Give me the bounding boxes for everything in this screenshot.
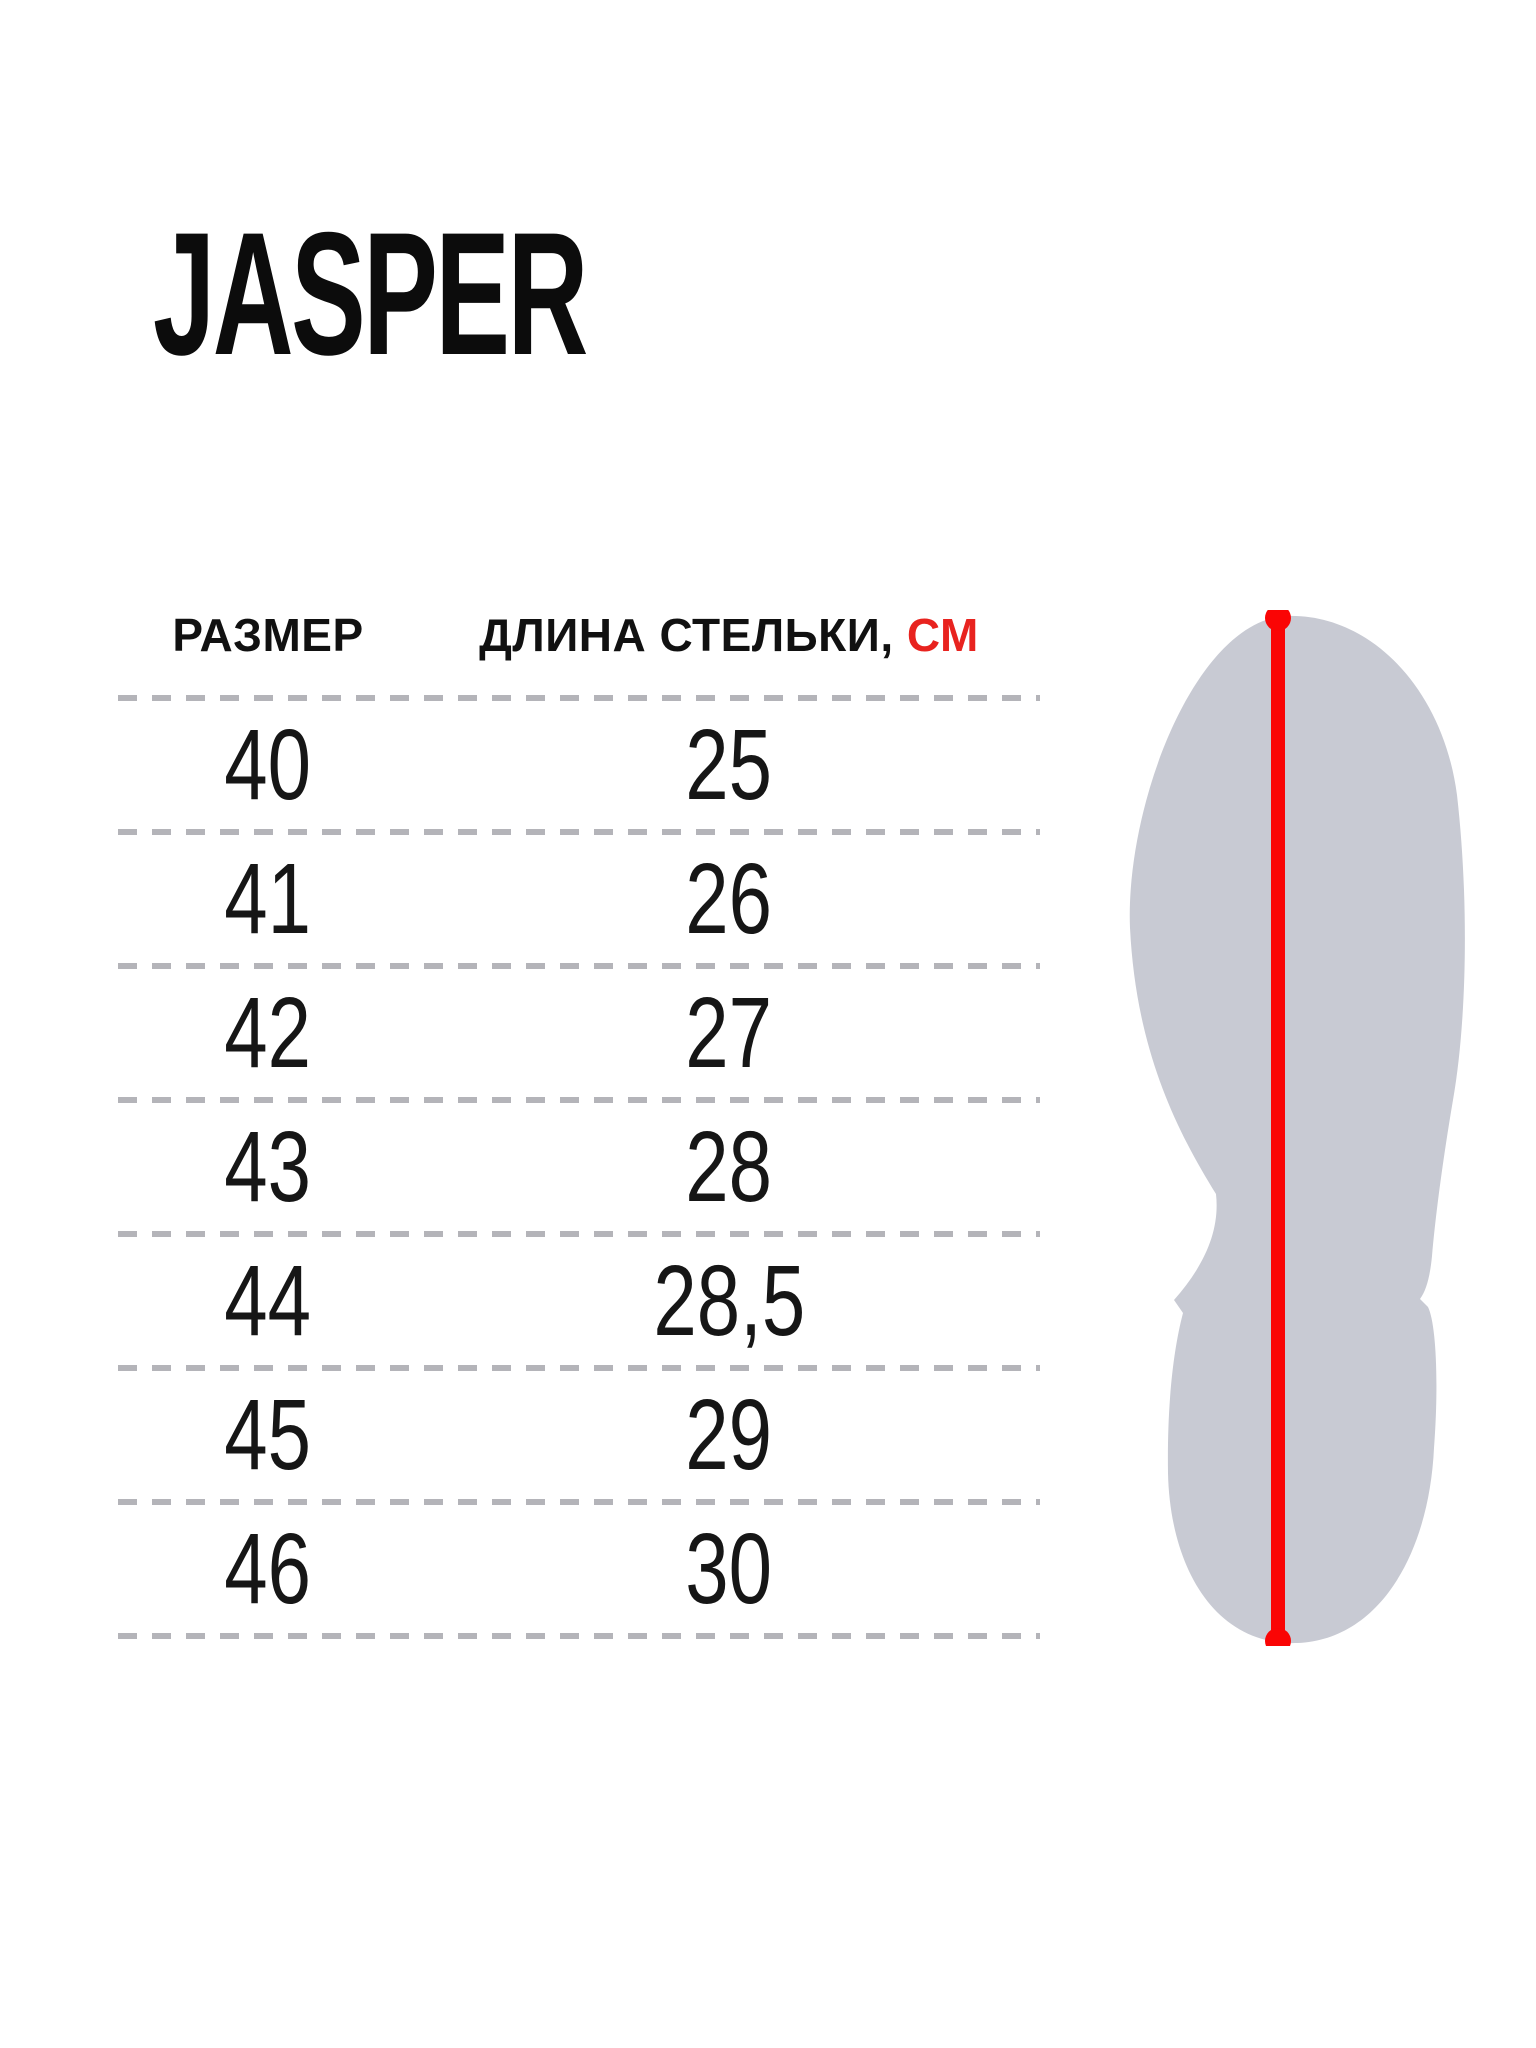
size-table <box>118 575 1040 1639</box>
table-header-row <box>118 575 1040 695</box>
size-cell: 44 <box>224 1245 312 1357</box>
table-row <box>118 1103 1040 1231</box>
length-cell: 29 <box>685 1379 773 1491</box>
table-row <box>118 1505 1040 1633</box>
size-cell: 42 <box>224 977 312 1089</box>
column-header-insole-length <box>418 608 1040 662</box>
insole-outline <box>1130 616 1465 1643</box>
table-row <box>118 835 1040 963</box>
column-header-size: РАЗМЕР <box>172 609 364 661</box>
length-cell: 28,5 <box>653 1245 805 1357</box>
table-row <box>118 1237 1040 1365</box>
page-title <box>153 197 829 392</box>
brand-name: JASPER <box>153 197 586 392</box>
size-cell: 43 <box>224 1111 312 1223</box>
length-cell: 26 <box>685 843 773 955</box>
size-cell: 45 <box>224 1379 312 1491</box>
size-cell: 41 <box>224 843 312 955</box>
length-cell: 27 <box>685 977 773 1089</box>
length-cell: 28 <box>685 1111 773 1223</box>
size-cell: 46 <box>224 1513 312 1625</box>
table-row <box>118 701 1040 829</box>
size-cell: 40 <box>224 709 312 821</box>
length-cell: 30 <box>685 1513 773 1625</box>
insole-length-label: ДЛИНА СТЕЛЬКИ, <box>479 609 894 661</box>
row-divider <box>118 1633 1040 1639</box>
table-row <box>118 969 1040 1097</box>
insole-length-unit: СМ <box>906 609 979 661</box>
insole-diagram <box>1117 610 1477 1646</box>
length-cell: 25 <box>685 709 773 821</box>
table-row <box>118 1371 1040 1499</box>
